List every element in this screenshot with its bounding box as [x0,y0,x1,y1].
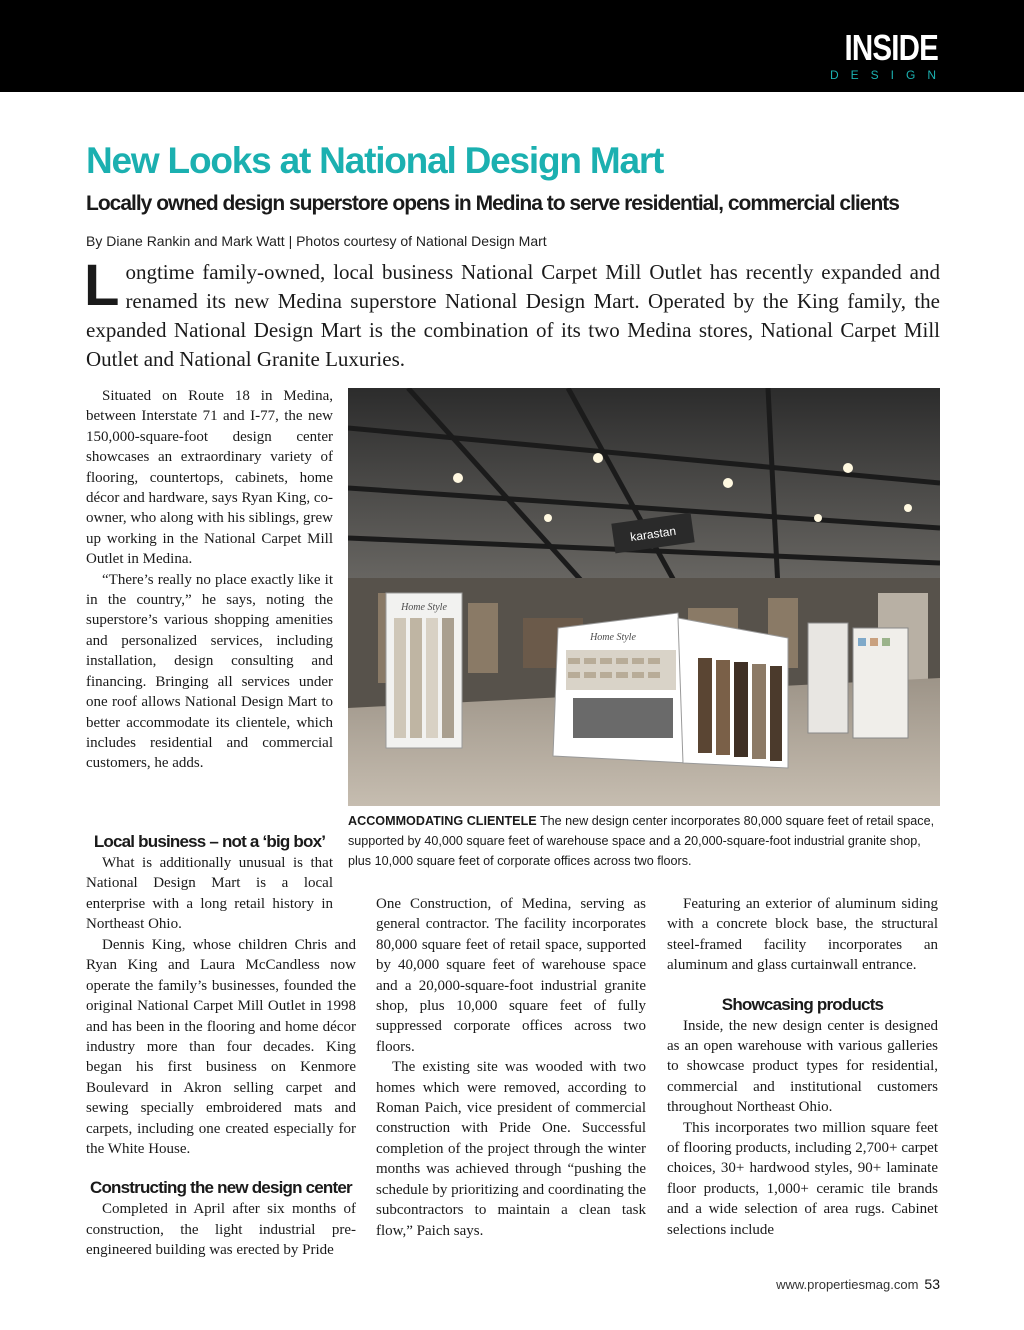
footer-url[interactable]: www.propertiesmag.com [776,1277,919,1292]
article-headline: New Looks at National Design Mart [86,140,664,181]
header-bar [0,0,1024,92]
column-1-middle [86,831,333,935]
col3-paragraph-3: This incorporates two million square feet of flooring products, including 2,700+ carpet choices, 30+ hardwood styles, 90+ laminate floor products, 1,000+ ceramic tile brands and a wide selection of area rugs. Cabinet selections include [667,1119,938,1238]
col2-paragraph-1: One Construction, of Medina, serving as general contractor. The facility incorporates 80,000 square feet of retail space, supported by 40,000 square feet of warehouse space and a 20,000-square-foot industrial granite shop, plus 10,000 square feet of fully suppressed corporate offices across two floors. [376,896,646,1055]
col1-paragraph-4: Dennis King, whose children Chris and Ryan King and Laura McCandless now operate the family’s businesses, founded the original National Carpet Mill Outlet in 1998 and has been in the flooring and home décor industry more than four decades. King began his first business on Kenmore Boulevard in Akron selling carpet and sewing specially embroidered mats and carpets, including one created especially for the White House. [86,937,356,1158]
col3-heading-showcasing: Showcasing products [721,994,884,1014]
showroom-photo [348,388,940,806]
karastan-sign: karastan [629,523,677,545]
col2-paragraph-2: The existing site was wooded with two homes which were removed, according to Roman Paich, vice president of commercial construction with Pride One. Successful completion of the project through the winter months was achieved through “pushing the schedule by prioritizing and coordinating the subcontractors to maintain a clean task flow,” Paich says. [376,1059,646,1239]
display-2-label: Home Style [590,632,636,643]
column-1-bottom [86,935,356,1261]
photo-caption [348,811,940,871]
col1-paragraph-2: “There’s really no place exactly like it in the country,” he says, noting the superstore’s various shopping amenities and personalized services, including installation, design consulting and financing. Bringing all services under one roof allows National Design Mart to better accommodate its clientele, which includes residential and commercial customers, he adds. [86,571,333,772]
page-number: 53 [924,1276,940,1292]
section-brand [824,27,948,82]
article-subhead: Locally owned design superstore opens in Medina to serve residential, commercial clients [86,192,899,215]
article-byline: By Diane Rankin and Mark Watt | Photos courtesy of National Design Mart [86,233,547,249]
col1-heading-local-business: Local business – not a ‘big box’ [93,832,326,851]
col1-paragraph-1: Situated on Route 18 in Medina, between Interstate 71 and I-77, the new 150,000-square-foot design center showcases an extraordinary variety of flooring, countertops, cabinets, home décor and hardware, says Ryan King, co-owner, who along with his siblings, grew up working in the National Carpet Mill Outlet in Medina. [86,388,333,568]
drop-cap: L [84,253,120,318]
article-lede [84,253,940,374]
col3-paragraph-2: Inside, the new design center is designed as an open warehouse with various galleries to showcase product types for residential, commercial and institutional customers throughout Northeast Ohio. [667,1017,938,1116]
section-title-inside: INSIDE [844,27,938,68]
display-1-label: Home Style [401,602,447,613]
col1-paragraph-3: What is additionally unusual is that National Design Mart is a local enterprise with a long retail history in Northeast Ohio. [86,855,333,933]
col3-paragraph-1: Featuring an exterior of aluminum siding with a concrete block base, the structural steel-framed facility incorporates an aluminum and glass curtainwall entrance. [667,896,938,974]
col1-paragraph-5: Completed in April after six months of construction, the light industrial pre-engineered building was erected by Pride [86,1201,356,1259]
page-footer [776,1276,940,1292]
lede-text: ongtime family-owned, local business National Carpet Mill Outlet has recently expanded and renamed its new Medina superstore National Design Mart. Operated by the King family, the expanded National Design Mart is the combination of its two Medina stores, National Carpet Mill Outlet and National Granite Luxuries. [86,260,940,371]
column-1-top [86,386,333,774]
col1-heading-constructing: Constructing the new design center [90,1178,352,1198]
section-title-design: DESIGN [829,68,948,82]
caption-text: The new design center incorporates 80,000 square feet of retail space, supported by 40,000 square feet of warehouse space and a 20,000-square-foot industrial granite shop, plus 10,000 square feet of corporate offices across two floors. [348,814,935,868]
column-3 [667,894,938,1240]
caption-lead: ACCOMMODATING CLIENTELE [348,814,537,828]
showroom-illustration [348,388,940,806]
column-2 [376,894,646,1241]
